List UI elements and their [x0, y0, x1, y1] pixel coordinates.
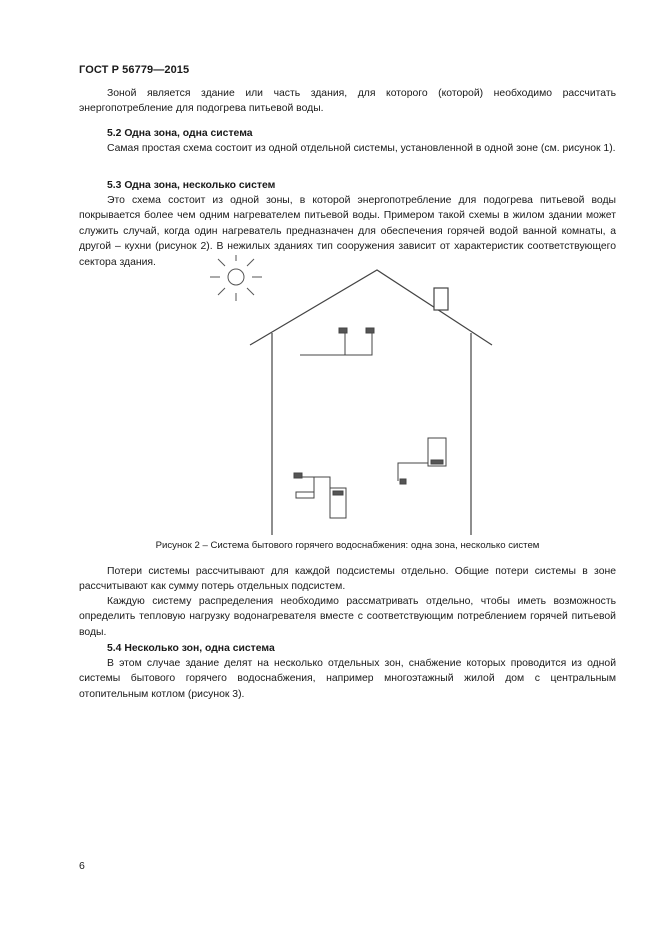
page-number: 6: [79, 860, 85, 872]
section-heading-5-2: 5.2 Одна зона, одна система: [107, 128, 253, 139]
document-code: ГОСТ Р 56779—2015: [79, 64, 190, 76]
shower-icon: [300, 328, 374, 355]
house-outline: [250, 270, 492, 535]
house-dhw-diagram: [200, 255, 500, 535]
paragraph-system-losses: Потери системы рассчитывают для каждой подсистемы отдельно. Общие потери системы в зоне рассчитывают как сумму потерь отдельных подсистем.: [79, 566, 616, 593]
figure-caption: Рисунок 2 – Система бытового горячего водоснабжения: одна зона, несколько систем: [155, 540, 540, 551]
paragraph-5-3: Это схема состоит из одной зоны, в которой энергопотребление для подогрева питьевой воды покрывается более чем одним нагревателем питьевой воды. Примером такой схемы в жилом здании может служить случай, когда один нагреватель предназначен для обеспечения горячей водой ванной комнаты, а другой – кухни (рисунок 2). В нежилых зданиях тип сооружения зависит от характеристик соответствующего сектора здания.: [79, 195, 616, 268]
paragraph-5-4: В этом случае здание делят на несколько отдельных зон, снабжение которых проводится из одной системы бытового горячего водоснабжения, например многоэтажный жилой дом с центральным отопительным котлом (рисунок 3).: [79, 658, 616, 700]
paragraph-5-2: Самая простая схема состоит из одной отдельной системы, установленной в одной зоне (см. рисунок 1).: [107, 143, 616, 154]
chimney-icon: [434, 288, 448, 310]
sun-icon: [210, 255, 262, 301]
tap-icon: [294, 473, 346, 518]
paragraph-zone-definition: Зоной является здание или часть здания, для которого (которой) необходимо рассчитать энергопотребление для подогрева питьевой воды.: [79, 88, 616, 115]
section-heading-5-4: 5.4 Несколько зон, одна система: [107, 643, 275, 654]
paragraph-distribution: Каждую систему распределения необходимо рассматривать отдельно, чтобы иметь возможность определить тепловую нагрузку водонагревателя вместе с соответствующим потреблением горячей питьевой воды.: [79, 596, 616, 638]
section-heading-5-3: 5.3 Одна зона, несколько систем: [107, 180, 276, 191]
boiler-icon: [398, 438, 446, 484]
